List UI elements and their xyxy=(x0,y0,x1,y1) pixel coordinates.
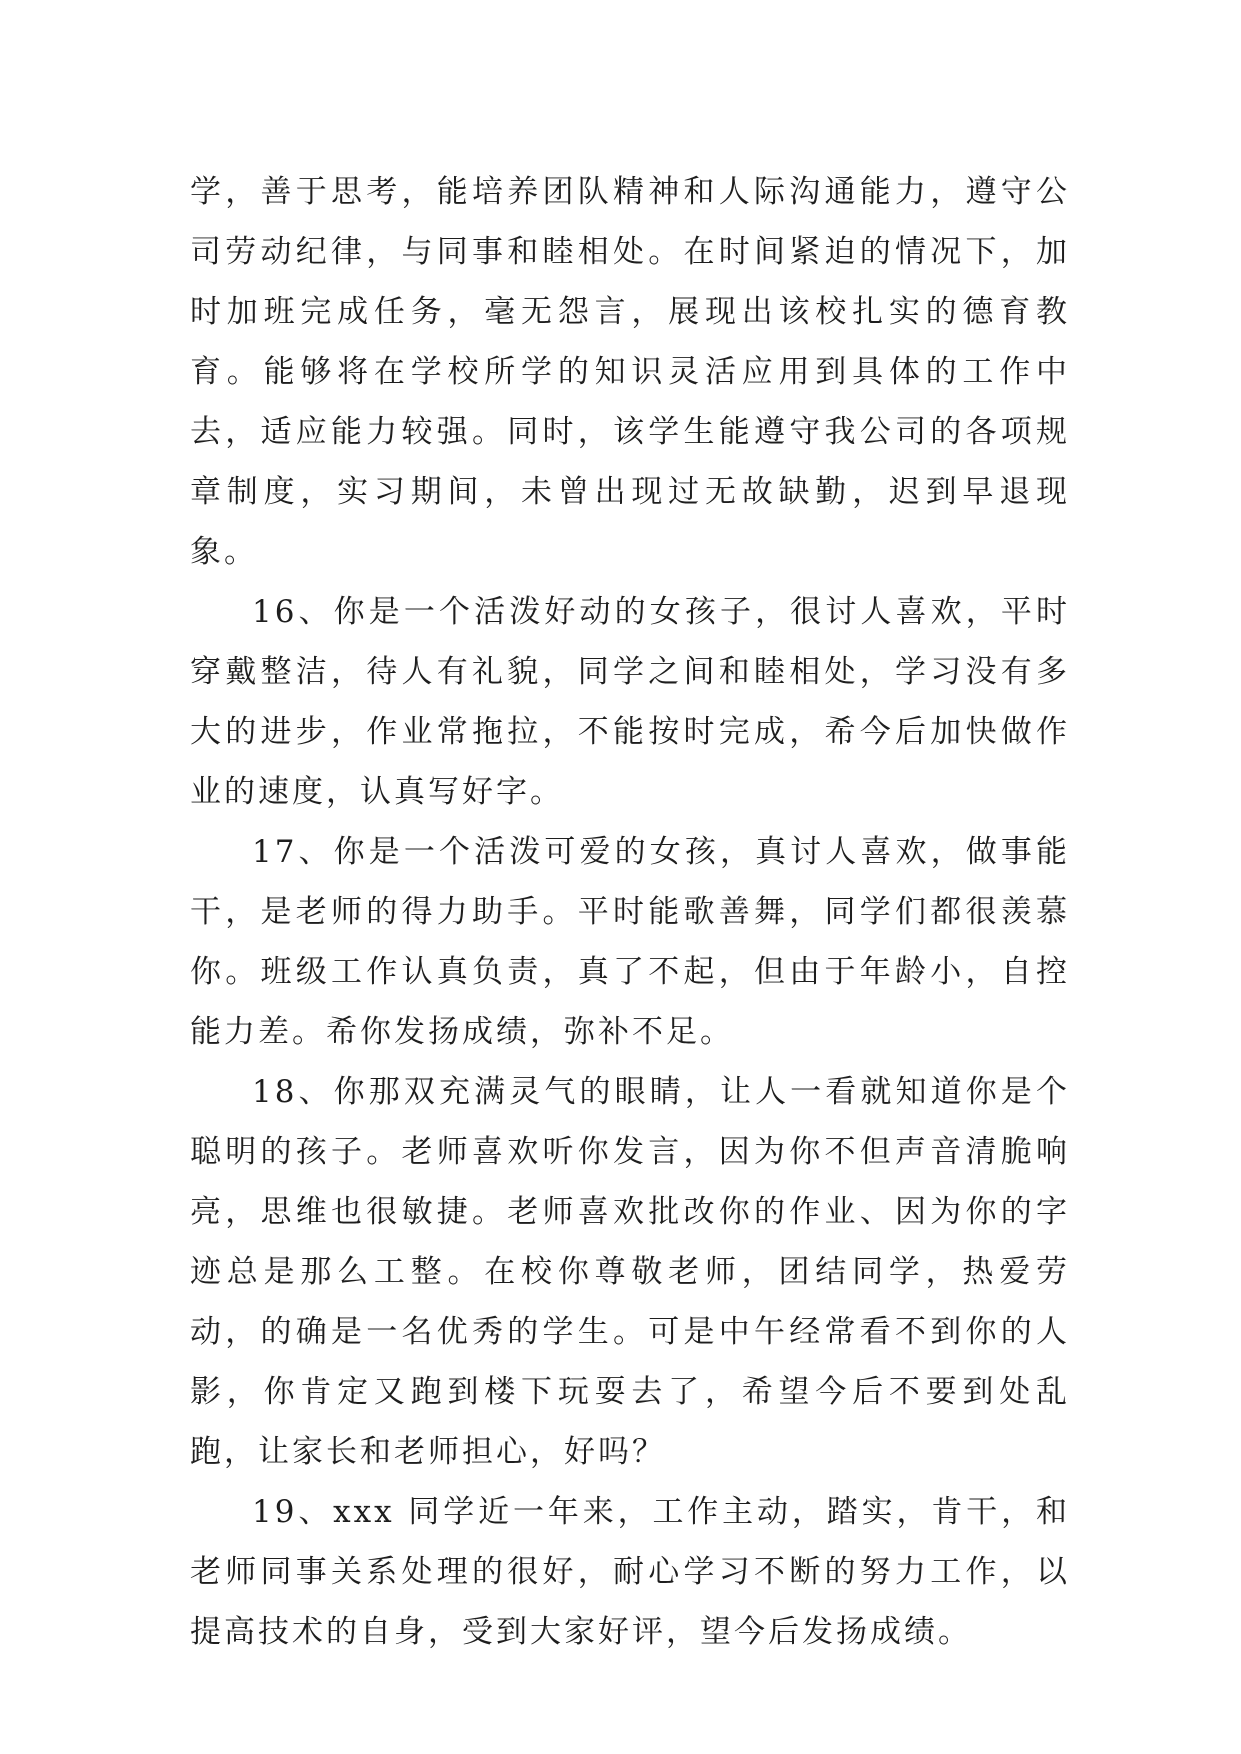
paragraph-item-19: 19、xxx 同学近一年来，工作主动，踏实，肯干，和老师同事关系处理的很好，耐心学习不断的努力工作，以提高技术的自身，受到大家好评，望今后发扬成绩。 xyxy=(190,1494,1070,1650)
paragraph-item-17: 17、你是一个活泼可爱的女孩，真讨人喜欢，做事能干，是老师的得力助手。平时能歌善舞，同学们都很羡慕你。班级工作认真负责，真了不起，但由于年龄小，自控能力差。希你发扬成绩，弥补不足。 xyxy=(190,834,1070,1050)
paragraph-continuation: 学，善于思考，能培养团队精神和人际沟通能力，遵守公司劳动纪律，与同事和睦相处。在时间紧迫的情况下，加时加班完成任务，毫无怨言，展现出该校扎实的德育教育。能够将在学校所学的知识灵活应用到具体的工作中去，适应能力较强。同时，该学生能遵守我公司的各项规章制度，实习期间，未曾出现过无故缺勤，迟到早退现象。 xyxy=(190,174,1070,570)
document-body xyxy=(190,162,1070,1662)
paragraph-item-16: 16、你是一个活泼好动的女孩子，很讨人喜欢，平时穿戴整洁，待人有礼貌，同学之间和睦相处，学习没有多大的进步，作业常拖拉，不能按时完成，希今后加快做作业的速度，认真写好字。 xyxy=(190,594,1070,810)
paragraph-item-18: 18、你那双充满灵气的眼睛，让人一看就知道你是个聪明的孩子。老师喜欢听你发言，因为你不但声音清脆响亮，思维也很敏捷。老师喜欢批改你的作业、因为你的字迹总是那么工整。在校你尊敬老师，团结同学，热爱劳动，的确是一名优秀的学生。可是中午经常看不到你的人影，你肯定又跑到楼下玩耍去了，希望今后不要到处乱跑，让家长和老师担心，好吗？ xyxy=(190,1074,1070,1470)
